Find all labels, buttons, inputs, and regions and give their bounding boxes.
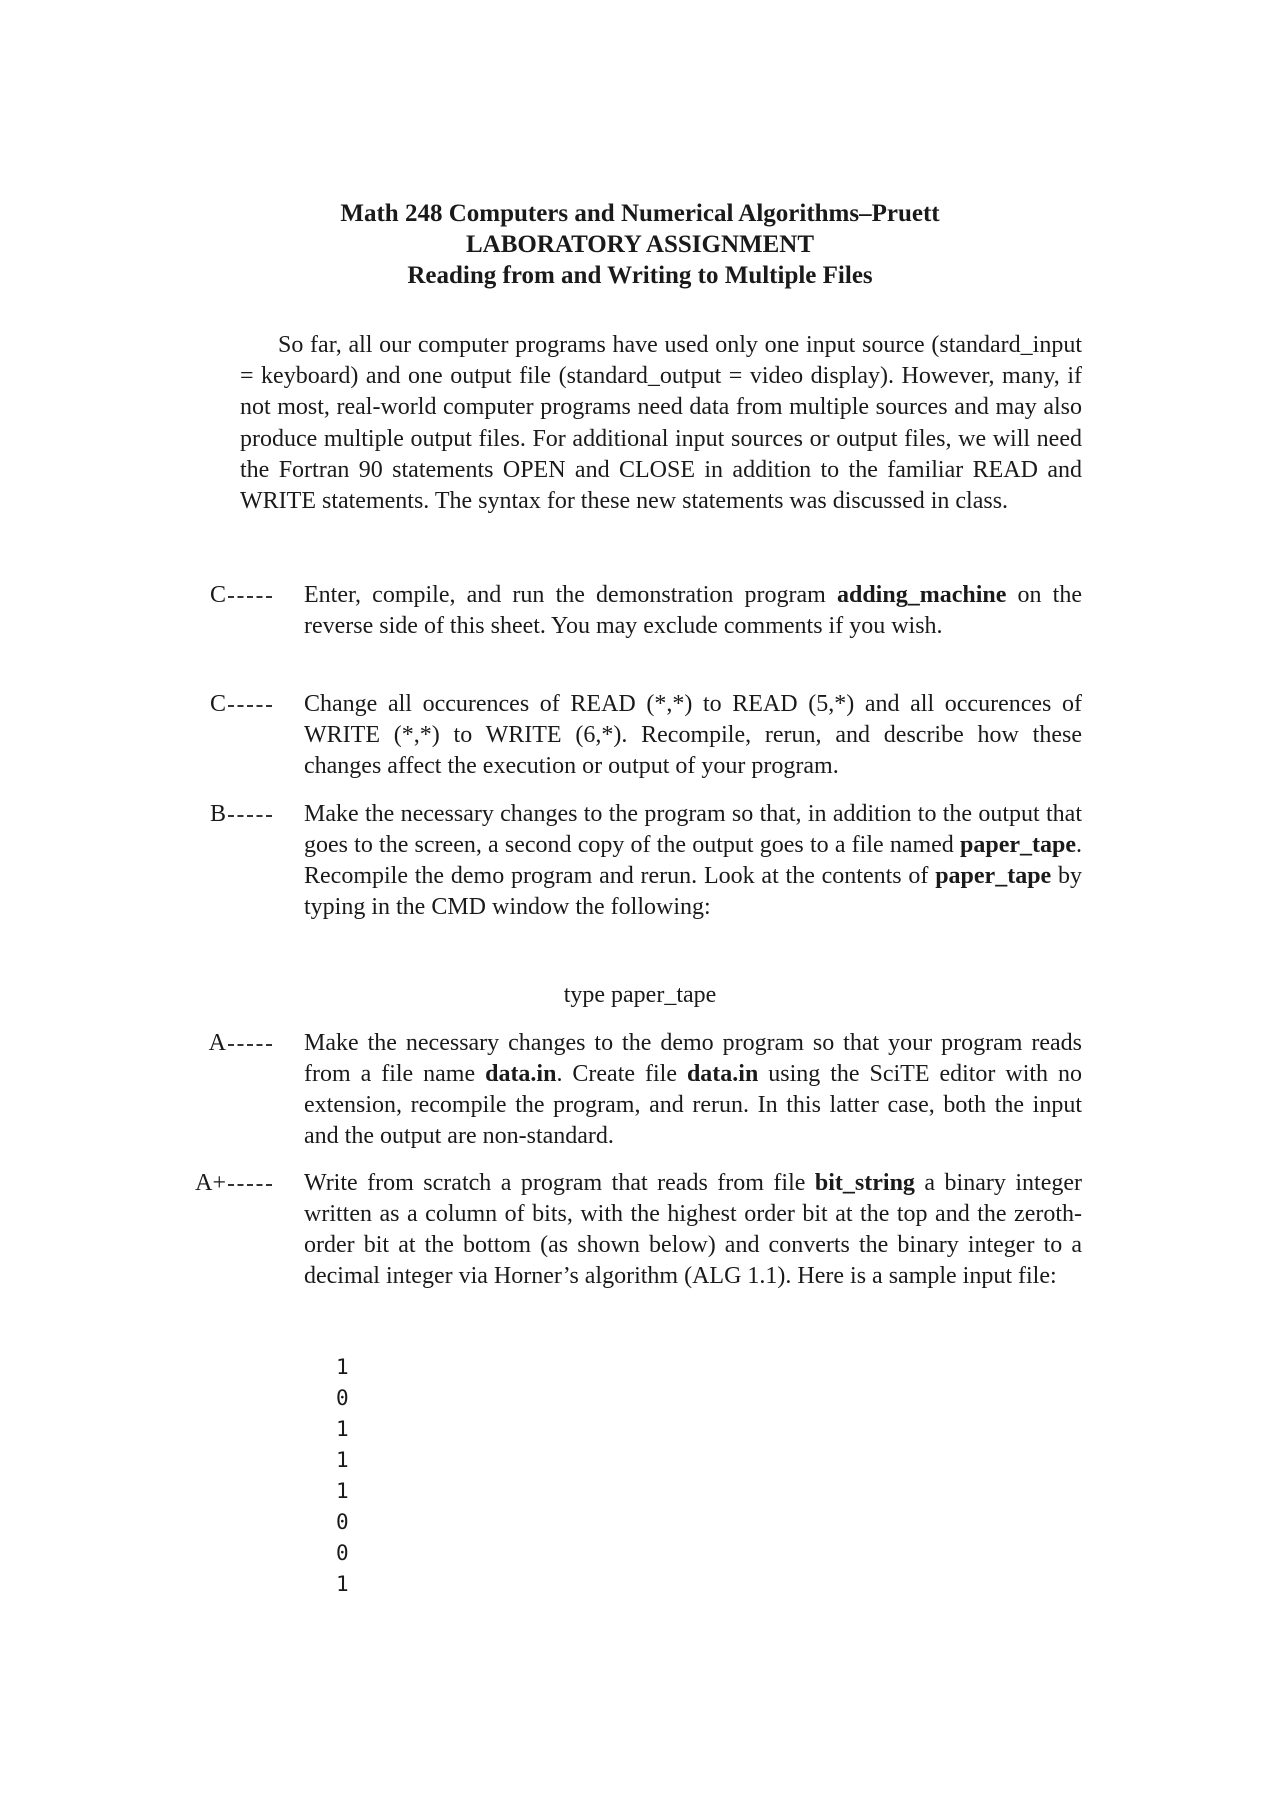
task-text: Enter, compile, and run the demonstration program adding_machine on the reverse side of this sheet. You may exclude comments if you wish.	[304, 582, 1082, 639]
document-title	[0, 198, 1280, 291]
grade-blank[interactable]	[228, 596, 272, 598]
bit-line: 0	[336, 1510, 349, 1534]
bit-line: 1	[336, 1448, 349, 1472]
course-title: Math 248 Computers and Numerical Algorithms–Pruett	[340, 200, 940, 227]
task-text: Write from scratch a program that reads from file bit_string a binary integer written as a column of bits, with the highest order bit at the top and the zeroth-order bit at the bottom (as shown below) and converts the binary integer to a decimal integer via Horner’s algorithm (ALG 1.1). Here is a sample input file:	[304, 1170, 1082, 1289]
bit-line: 0	[336, 1386, 349, 1410]
task-text: Change all occurences of READ (*,*) to READ (5,*) and all occurences of WRITE (*,*) to WRITE (6,*). Recompile, rerun, and describe how these changes affect the execution or output of your program.	[304, 691, 1082, 779]
task-text: Make the necessary changes to the program so that, in addition to the output that goes to the screen, a second copy of the output goes to a file named paper_tape. Recompile the demo program and rerun. Look at the contents of paper_tape by typing in the CMD window the following:	[304, 801, 1082, 920]
bit-line: 1	[336, 1572, 349, 1596]
sample-input-file	[336, 1352, 349, 1600]
bit-line: 0	[336, 1541, 349, 1565]
grade-blank[interactable]	[228, 705, 272, 707]
grade-label: C	[210, 580, 272, 611]
intro-paragraph: So far, all our computer programs have used only one input source (standard_input = keyboard) and one output file (standard_output = video display). However, many, if not most, real-world computer programs need data from multiple sources and may also produce multiple output files. For additional input sources or output files, we will need the Fortran 90 statements OPEN and CLOSE in addition to the familiar READ and WRITE statements. The syntax for these new statements was discussed in class.	[240, 332, 1082, 515]
grade-blank[interactable]	[228, 1044, 272, 1046]
grade-label: A	[209, 1028, 272, 1059]
grade-label: C	[210, 689, 272, 720]
task-item-1	[190, 580, 1082, 642]
assignment-subject: Reading from and Writing to Multiple Files	[407, 262, 873, 289]
command-example: type paper_tape	[563, 982, 717, 1008]
grade-label: B	[210, 799, 272, 830]
task-text: Make the necessary changes to the demo program so that your program reads from a file name data.in. Create file data.in using the SciTE editor with no extension, recompile the program, and rerun. In this latter case, both the input and the output are non-standard.	[304, 1030, 1083, 1149]
bit-line: 1	[336, 1417, 349, 1441]
bit-line: 1	[336, 1355, 349, 1379]
bit-line: 1	[336, 1479, 349, 1503]
task-item-2	[190, 689, 1082, 782]
grade-label: A+	[195, 1168, 272, 1199]
task-item-5	[190, 1168, 1082, 1292]
grade-blank[interactable]	[228, 815, 272, 817]
assignment-label: LABORATORY ASSIGNMENT	[465, 231, 815, 258]
task-item-4	[190, 1028, 1082, 1152]
task-item-3	[190, 799, 1082, 923]
grade-blank[interactable]	[228, 1184, 272, 1186]
